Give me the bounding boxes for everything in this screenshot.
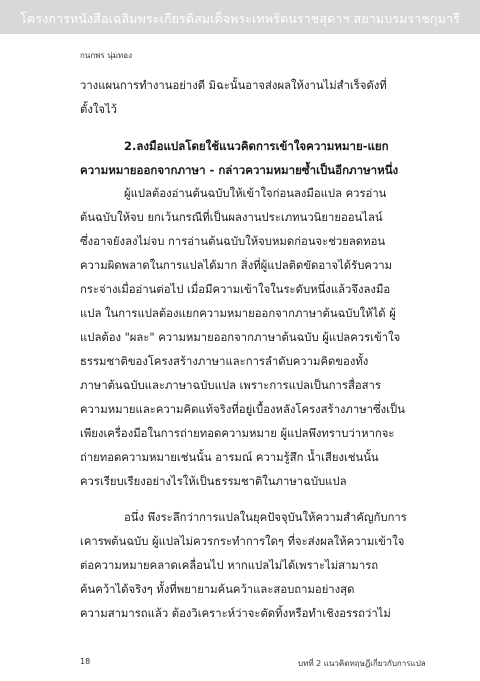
text-line: ต้นฉบับให้จบ ยกเว้นกรณีที่เป็นผลงานประเภทนวนิยายออนไลน์: [80, 211, 383, 224]
text-line: เพียงเครื่องมือในการถ่ายทอดความหมาย ผู้แปลพึงทราบว่าหากจะ: [80, 427, 395, 440]
text-line: เคารพต้นฉบับ ผู้แปลไม่ควรกระทำการใดๆ ที่จะส่งผลให้ความเข้าใจ: [80, 535, 405, 548]
text-line: แปล ในการแปลต้องแยกความหมายออกจากภาษาต้นฉบับให้ได้ ผู้: [80, 307, 396, 320]
text-line: ความสามารถแล้ว ต้องวิเคราะห์ว่าจะตัดทิ้งหรือทำเชิงอรรถว่าไม่: [80, 607, 391, 620]
paragraph-main: [80, 182, 418, 494]
chapter-title: บทที่ 2 แนวคิดทฤษฎีเกี่ยวกับการแปล: [298, 659, 426, 668]
text-line: ควรเรียบเรียงอย่างไรให้เป็นธรรมชาติในภาษาฉบับแปล: [80, 475, 347, 488]
heading-line: 2.ลงมือแปลโดยใช้แนวคิดการเข้าใจความหมาย-แยก: [124, 139, 389, 153]
page-content: [80, 74, 418, 626]
text-line: ผู้แปลต้องอ่านต้นฉบับให้เข้าใจก่อนลงมือแปล ควรอ่าน: [124, 187, 387, 200]
text-line: ซึ่งอาจยังลงไม่จบ การอ่านต้นฉบับให้จบหมดก่อนจะช่วยลดทอน: [80, 235, 386, 248]
text-line: วางแผนการทำงานอย่างดี มิฉะนั้นอาจส่งผลให้งานไม่สำเร็จดังที่: [80, 79, 387, 92]
section-heading: [80, 134, 418, 182]
text-line: ภาษาต้นฉบับและภาษาฉบับแปล เพราะการแปลเป็นการสื่อสาร: [80, 379, 381, 392]
text-line: ตั้งใจไว้: [80, 103, 118, 116]
text-line: กระจ่างเมื่ออ่านต่อไป เมื่อมีความเข้าใจในระดับหนึ่งแล้วจึงลงมือ: [80, 283, 391, 296]
text-line: ถ่ายทอดความหมายเช่นนั้น อารมณ์ ความรู้สึก น้ำเสียงเช่นนั้น: [80, 451, 379, 464]
text-line: แปลต้อง "ผละ" ความหมายออกจากภาษาต้นฉบับ ผู้แปลควรเข้าใจ: [80, 331, 401, 344]
page-number: 18: [80, 657, 91, 666]
text-line: ต่อความหมายคลาดเคลื่อนไป หากแปลไม่ได้เพราะไม่สามารถ: [80, 559, 379, 572]
text-line: ความหมายและความคิดแท้จริงที่อยู่เบื้องหลังโครงสร้างภาษาซึ่งเป็น: [80, 403, 405, 416]
author-name: กนกพร นุ่มทอง: [80, 51, 132, 60]
header-band: [0, 0, 480, 34]
paragraph-intro: [80, 74, 418, 122]
paragraph-respect-source: [80, 506, 418, 626]
text-line: อนึ่ง พึงระลึกว่าการแปลในยุคปัจจุบันให้ความสำคัญกับการ: [124, 511, 407, 524]
text-line: ธรรมชาติของโครงสร้างภาษาและการลำดับความคิดของทั้ง: [80, 355, 369, 368]
project-title: โครงการหนังสือเฉลิมพระเกียรติสมเด็จพระเทพรัตนราชสุดาฯ สยามบรมราชกุมารี: [20, 11, 460, 26]
heading-line: ความหมายออกจากภาษา - กล่าวความหมายซ้ำเป็นอีกภาษาหนึ่ง: [80, 163, 399, 177]
text-line: ค้นคว้าได้จริงๆ ทั้งที่พยายามค้นคว้าและสอบถามอย่างสุด: [80, 583, 355, 596]
text-line: ความผิดพลาดในการแปลได้มาก สิ่งที่ผู้แปลติดขัดอาจได้รับความ: [80, 259, 393, 272]
